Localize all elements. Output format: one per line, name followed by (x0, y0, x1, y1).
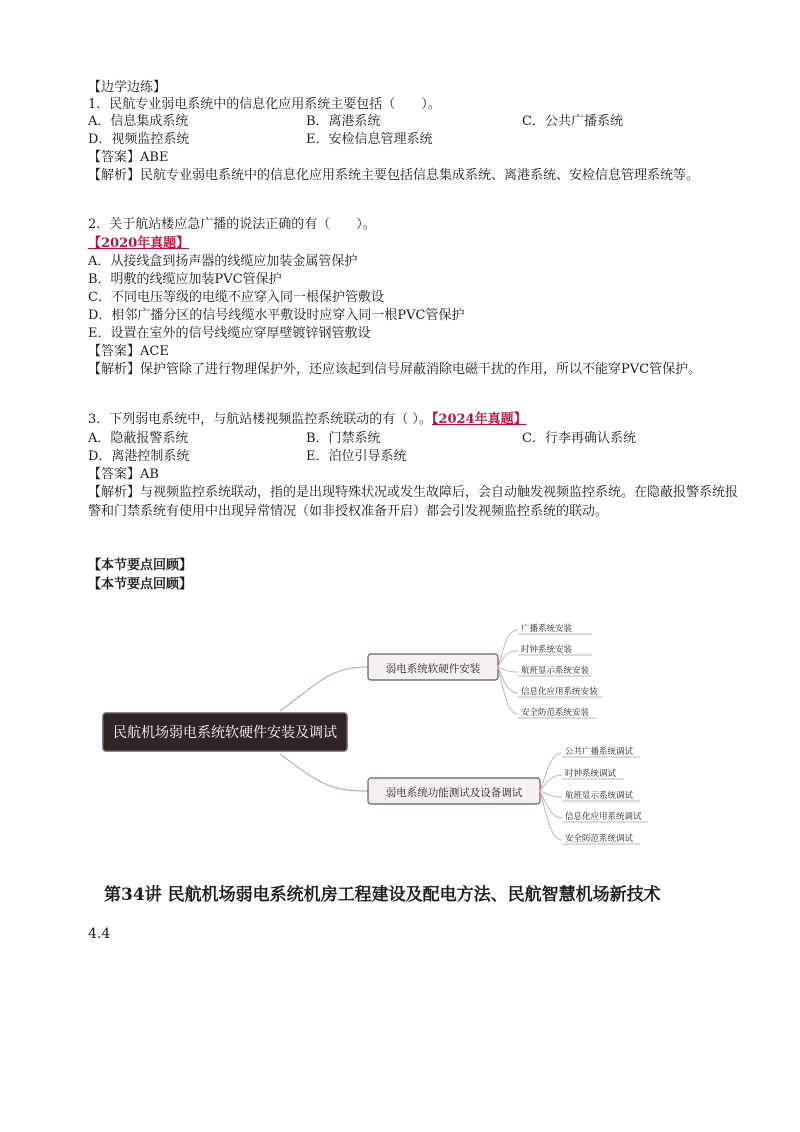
mindmap-b2-leaf-4: 信息化应用系统调试 (565, 812, 642, 822)
mindmap-b1-leaf-1: 广播系统安装 (521, 624, 573, 634)
mindmap-b2-leaf-3: 航班显示系统调试 (565, 791, 634, 801)
q3-analysis: 【解析】与视频监控系统联动，指的是出现特殊状况或发生故障后，会自动触发视频监控系统。在隐蔽报警系统报警和门禁系统有使用中出现异常情况（如非授权准备开启）都会引发视频监控系统的联动。 (88, 485, 739, 519)
q2-option-e: E．设置在室外的信号线缆应穿厚壁镀锌钢管敷设 (88, 326, 371, 341)
mindmap-b1-leaf-4: 信息化应用系统安装 (521, 687, 598, 697)
q1-option-d: D．视频监控系统 (88, 132, 190, 147)
q2-option-d: D．相邻广播分区的信号线缆水平敷设时应穿入同一根PVC管保护 (88, 308, 465, 323)
mindmap-root-label: 民航机场弱电系统软硬件安装及调试 (113, 725, 337, 741)
q2-answer: 【答案】ACE (88, 344, 169, 359)
q2-option-a: A．从接线盒到扬声器的线缆应加装金属管保护 (88, 254, 358, 269)
q3-option-d: D．离港控制系统 (88, 449, 190, 464)
practice-title: 【边学边练】 (88, 80, 167, 95)
q1-answer: 【答案】ABE (88, 150, 169, 165)
q1-option-c: C．公共广播系统 (522, 114, 623, 129)
q1-stem: 1．民航专业弱电系统中的信息化应用系统主要包括（ ）。 (88, 97, 441, 112)
q1-option-e: E．安检信息管理系统 (306, 132, 433, 147)
mindmap-branch-1-label: 弱电系统软硬件安装 (385, 663, 481, 675)
connector-b2-leaf-2 (540, 775, 562, 791)
mindmap-b1-leaf-5: 安全防范系统安装 (521, 708, 590, 718)
section-number: 4.4 (88, 926, 111, 942)
connector-b2-leaf-3 (540, 791, 562, 797)
connector-b1-leaf-2 (498, 651, 518, 667)
q3-option-b: B．门禁系统 (306, 431, 381, 446)
mindmap (0, 612, 800, 852)
q3-option-e: E．泊位引导系统 (306, 449, 407, 464)
review-title-1: 【本节要点回顾】 (88, 558, 193, 573)
q1-option-b: B．离港系统 (306, 114, 381, 129)
q1-analysis: 【解析】民航专业弱电系统中的信息化应用系统主要包括信息集成系统、离港系统、安检信息管理系统等。 (88, 168, 700, 183)
q2-option-c: C．不同电压等级的电缆不应穿入同一根保护管敷设 (88, 290, 384, 305)
mindmap-b1-leaf-3: 航班显示系统安装 (521, 666, 590, 676)
q3-answer: 【答案】AB (88, 467, 159, 482)
q2-year-tag: 【2020年真题】 (88, 236, 190, 251)
q3-stem-text: 3．下列弱电系统中，与航站楼视频监控系统联动的有（ ）。 (88, 412, 432, 427)
q3-option-c: C．行李再确认系统 (522, 431, 636, 446)
lecture-heading: 第34讲 民航机场弱电系统机房工程建设及配电方法、民航智慧机场新技术 (104, 885, 661, 905)
review-title-2: 【本节要点回顾】 (88, 577, 193, 592)
q3-option-a: A．隐蔽报警系统 (88, 431, 189, 446)
connector-b2-leaf-1 (540, 753, 562, 791)
mindmap-b2-leaf-1: 公共广播系统调试 (565, 747, 634, 757)
q2-option-b: B．明敷的线缆应加装PVC管保护 (88, 272, 282, 287)
mindmap-b1-leaf-2: 时钟系统安装 (521, 645, 573, 655)
q1-option-a: A．信息集成系统 (88, 114, 189, 129)
mindmap-branch-2-label: 弱电系统功能测试及设备调试 (385, 787, 523, 799)
q3-year-tag: 【2024年真题】 (431, 412, 527, 427)
q2-stem: 2．关于航站楼应急广播的说法正确的有（ ）。 (88, 217, 376, 232)
q3-stem (88, 411, 527, 429)
mindmap-b2-leaf-2: 时钟系统调试 (565, 769, 617, 779)
mindmap-b2-leaf-5: 安全防范系统调试 (565, 834, 634, 844)
connector-root-branch-2 (280, 754, 368, 791)
connector-root-branch-1 (280, 667, 368, 711)
connector-b1-leaf-3 (498, 667, 518, 672)
q2-analysis: 【解析】保护管除了进行物理保护外，还应该起到信号屏蔽消除电磁干扰的作用，所以不能穿PVC管保护。 (88, 362, 702, 377)
